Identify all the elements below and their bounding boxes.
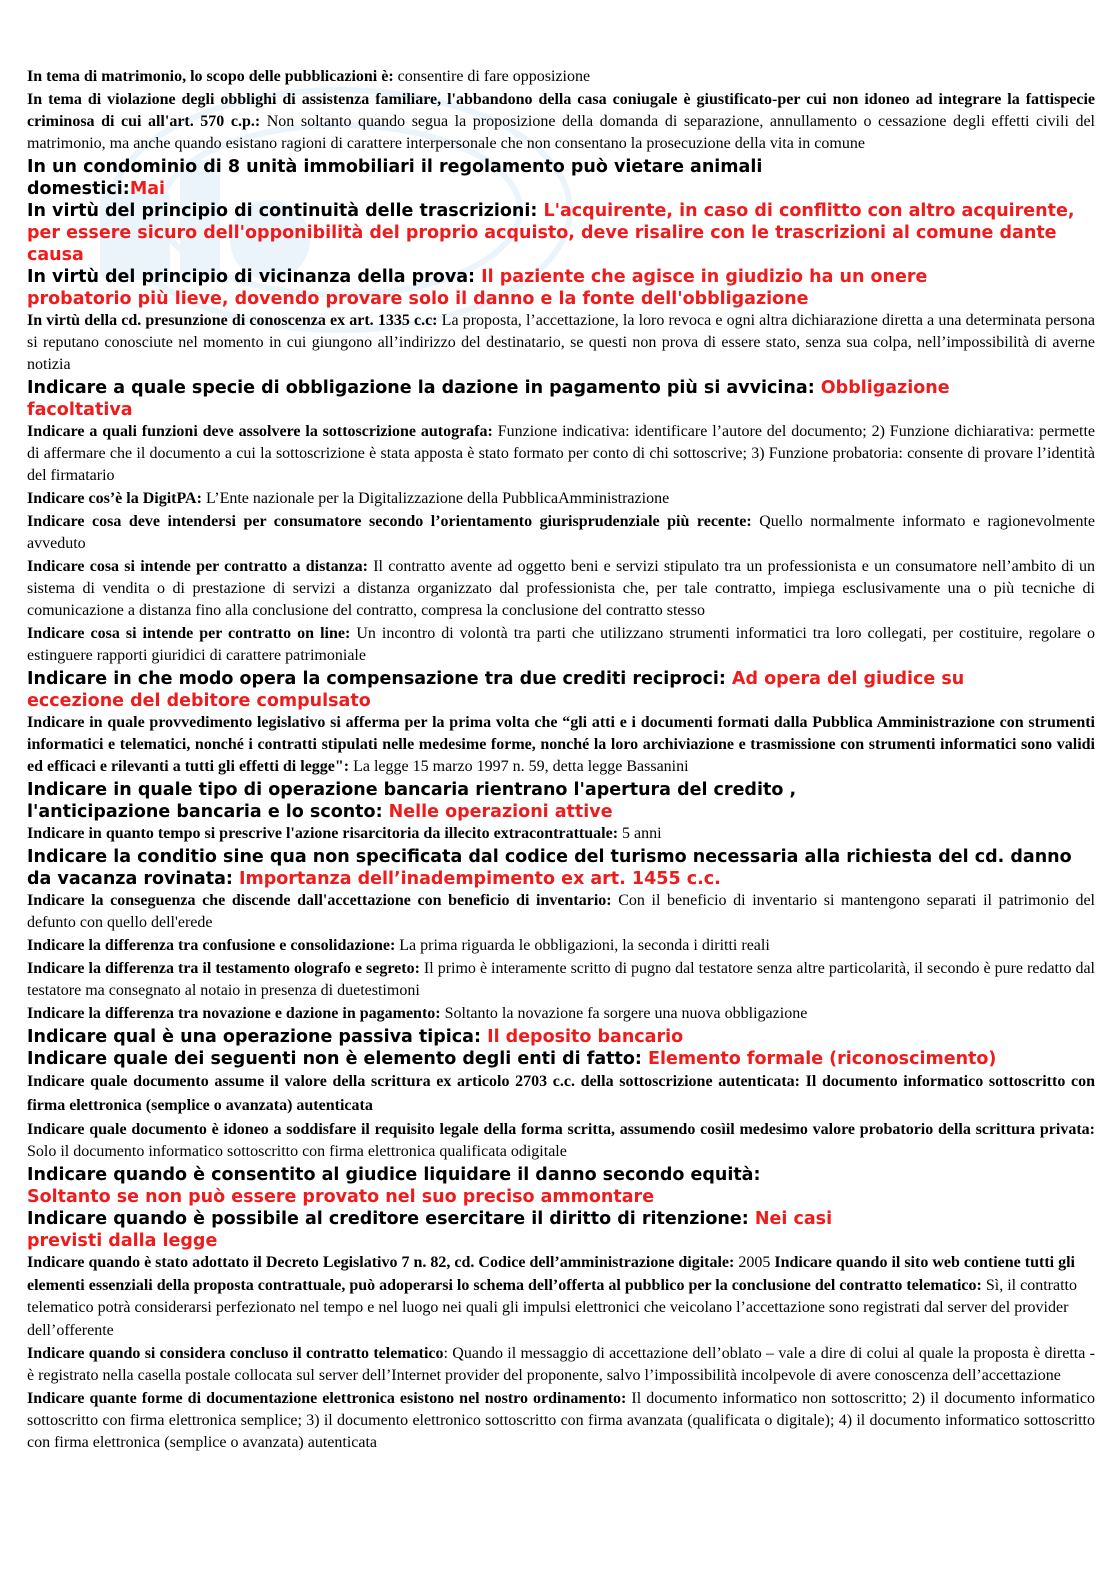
entry-17: Indicare la conditio sine qua non specificata dal codice del turismo necessaria alla richiesta del cd. danno da vacanza rovinata: Importanza dell’inadempimento ex art. 1455 c.c.: [27, 847, 1072, 889]
entry-20: Indicare la differenza tra il testamento olografo e segreto: Il primo è interamente scritto di pugno dal testatore senza altre particolarità, il secondo è pure redatto dal testatore ma consegnato al notaio in presenza di duetestimoni: [27, 960, 1096, 999]
entry-7: Indicare a quale specie di obbligazione la dazione in pagamento più si avvicina: Obbligazione facoltativa: [27, 378, 950, 420]
entry-3: In un condominio di 8 unità immobiliari il regolamento può vietare animali domestici:Mai: [27, 157, 763, 199]
entry-29: Indicare quando si considera concluso il contratto telematico: Quando il messaggio di accettazione dell’oblato – vale a dire di colui al quale la proposta è diretta - è registrato nella casella postale collocata sul server dell’Internet provider del proponente, salvo l’impossibilità incolpevole di avere conoscenza dell’accettazione: [27, 1345, 1095, 1384]
entry-9: Indicare cos’è la DigitPA: L’Ente nazionale per la Digitalizzazione della PubblicaAmministrazione: [27, 490, 670, 507]
entry-27: Indicare quando è possibile al creditore esercitare il diritto di ritenzione: Nei casi previsti dalla legge: [27, 1209, 833, 1251]
entry-8: Indicare a quali funzioni deve assolvere la sottoscrizione autografa: Funzione indicativa: identificare l’autore del documento; 2) Funzione dichiarativa: permette di affermare che il documento a cui la sottoscrizione è stata apposta è stato formato per conto di chi sottoscrive; 3) Funzione probatoria: consente di provare l’identità del firmatario: [27, 423, 1096, 484]
entry-12: Indicare cosa si intende per contratto on line: Un incontro di volontà tra parti che utilizzano strumenti informatici tra loro collegati, per costituire, regolare o estinguere rapporti giuridici di carattere patrimoniale: [27, 625, 1096, 664]
entry-2: In tema di violazione degli obblighi di assistenza familiare, l'abbandono della casa coniugale è giustificato-per cui non idoneo ad integrare la fattispecie criminosa di cui all'art. 570 c.p.: Non soltanto quando segua la proposizione della domanda di separazione, annullamento o cessazione degli effetti civili del matrimonio, ma anche quando esistano ragioni di carattere interpersonale che non consentano la prosecuzione della vita in comune: [27, 91, 1095, 152]
entry-21: Indicare la differenza tra novazione e dazione in pagamento: Soltanto la novazione fa sorgere una nuova obbligazione: [27, 1005, 808, 1022]
document-body: [27, 66, 1095, 1455]
entry-19: Indicare la differenza tra confusione e consolidazione: La prima riguarda le obbligazioni, la seconda i diritti reali: [27, 937, 770, 954]
entry-28: Indicare quando è stato adottato il Decreto Legislativo 7 n. 82, cd. Codice dell’amministrazione digitale: 2005 Indicare quando il sito web contiene tutti gli elementi essenziali della proposta contrattuale, può adoperarsi lo schema dell’offerta al pubblico per la conclusione del contratto telematico: Sì, il contratto telematico potrà considerarsi perfezionato nel tempo e nel luogo nei quali gli impulsi elettronici che veicolano l’accettazione sono registrati dal server del provider dell’offerente: [27, 1254, 1077, 1339]
entry-14: Indicare in quale provvedimento legislativo si afferma per la prima volta che “gli atti e i documenti formati dalla Pubblica Amministrazione con strumenti informatici e telematici, nonché i contratti stipulati nelle medesime forme, nonché la loro archiviazione e trasmissione con strumenti informatici sono validi ed efficaci e rilevanti a tutti gli effetti di legge": La legge 15 marzo 1997 n. 59, detta legge Bassanini: [27, 714, 1095, 775]
entry-15: Indicare in quale tipo di operazione bancaria rientrano l'apertura del credito , l'anticipazione bancaria e lo sconto: Nelle operazioni attive: [27, 780, 797, 822]
entry-11: Indicare cosa si intende per contratto a distanza: Il contratto avente ad oggetto beni e servizi stipulato tra un professionista e un consumatore nell’ambito di un sistema di vendita o di prestazione di servizi a distanza organizzato dal professionista che, per tale contratto, impiega esclusivamente una o più tecniche di comunicazione a distanza fino alla conclusione del contratto, compresa la conclusione del contratto stesso: [27, 558, 1095, 619]
entry-6: In virtù della cd. presunzione di conoscenza ex art. 1335 c.c: La proposta, l’accettazione, la loro revoca e ogni altra dichiarazione diretta a una determinata persona si reputano conosciute nel momento in cui giungono all’indirizzo del destinatario, se questi non prova di essere stato, senza sua colpa, nell’impossibilità di averne notizia: [27, 312, 1096, 373]
entry-18: Indicare la conseguenza che discende dall'accettazione con beneficio di inventario: Con il beneficio di inventario si mantengono separati il patrimonio del defunto con quello dell'erede: [27, 892, 1096, 931]
entry-1: In tema di matrimonio, lo scopo delle pubblicazioni è: consentire di fare opposizione: [27, 68, 591, 85]
entry-22: Indicare qual è una operazione passiva tipica: Il deposito bancario: [27, 1027, 684, 1047]
entry-30: Indicare quante forme di documentazione elettronica esistono nel nostro ordinamento: Il documento informatico non sottoscritto; 2) il documento informatico sottoscritto con firma elettronica semplice; 3) il documento elettronico sottoscritto con firma avanzata (qualificata o digitale); 4) il documento informatico sottoscritto con firma elettronica (semplice o avanzata) autenticata: [27, 1390, 1095, 1451]
entry-16: Indicare in quanto tempo si prescrive l'azione risarcitoria da illecito extracontrattuale: 5 anni: [27, 825, 662, 842]
entry-5: In virtù del principio di vicinanza della prova: Il paziente che agisce in giudizio ha un onere probatorio più lieve, dovendo provare solo il danno e la fonte dell'obbligazione: [27, 267, 928, 309]
entry-13: Indicare in che modo opera la compensazione tra due crediti reciproci: Ad opera del giudice su eccezione del debitore compulsato: [27, 669, 965, 711]
entry-26: Indicare quando è consentito al giudice liquidare il danno secondo equità: Soltanto se non può essere provato nel suo preciso ammontare: [27, 1165, 761, 1207]
entry-4: In virtù del principio di continuità delle trascrizioni: L'acquirente, in caso di conflitto con altro acquirente, per essere sicuro dell'opponibilità del proprio acquisto, deve risalire con le trascrizioni al comune dante causa: [27, 201, 1075, 265]
entry-24: Indicare quale documento assume il valore della scrittura ex articolo 2703 c.c. della sottoscrizione autenticata: Il documento informatico sottoscritto con firma elettronica (semplice o avanzata) autenticata: [27, 1073, 1095, 1114]
entry-23: Indicare quale dei seguenti non è elemento degli enti di fatto: Elemento formale (riconoscimento): [27, 1049, 997, 1069]
entry-10: Indicare cosa deve intendersi per consumatore secondo l’orientamento giurisprudenziale più recente: Quello normalmente informato e ragionevolmente avveduto: [27, 513, 1096, 552]
entry-25: Indicare quale documento è idoneo a soddisfare il requisito legale della forma scritta, assumendo cosìil medesimo valore probatorio della scrittura privata: Solo il documento informatico sottoscritto con firma elettronica qualificata odigitale: [27, 1121, 1095, 1160]
